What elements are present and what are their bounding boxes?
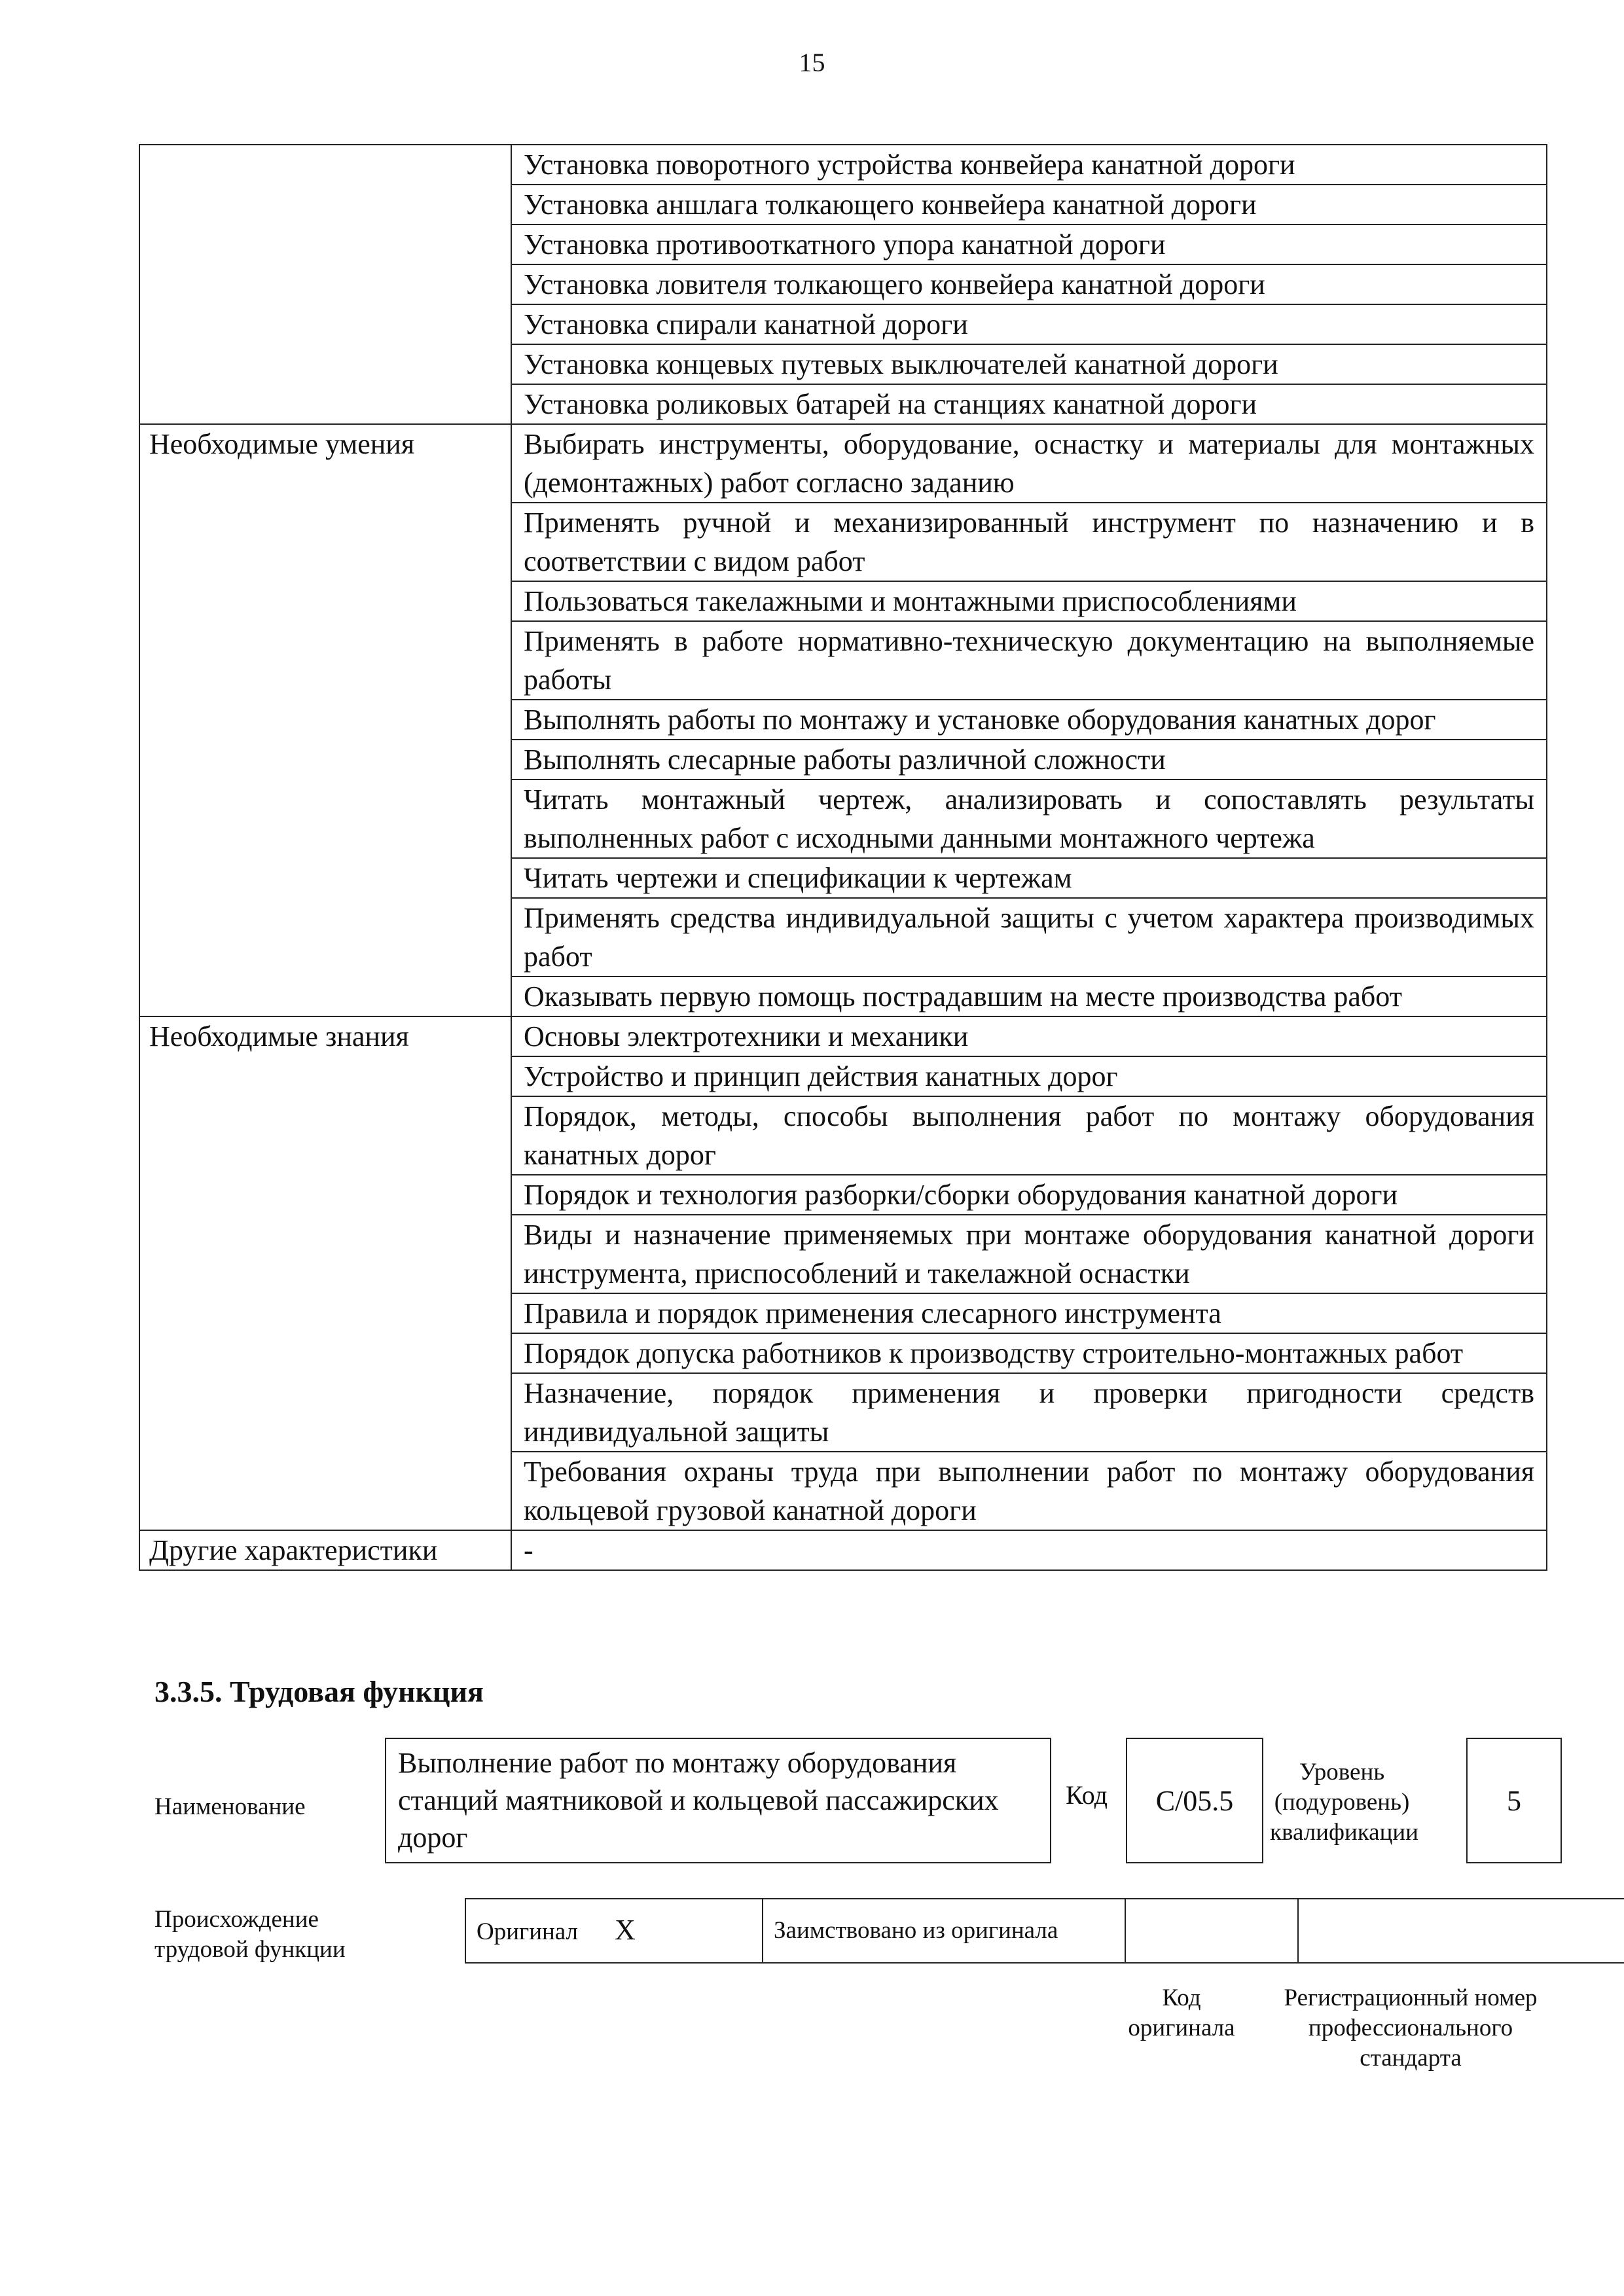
row-value: Применять ручной и механизированный инструмент по назначению и в соответствии с видом работ <box>511 503 1547 581</box>
table-row <box>139 1056 1547 1096</box>
row-value: Выполнять работы по монтажу и установке оборудования канатных дорог <box>511 700 1547 740</box>
row-value: Пользоваться такелажными и монтажными приспособлениями <box>511 581 1547 621</box>
function-name-box: Выполнение работ по монтажу оборудования станций маятниковой и кольцевой пассажирских дорог <box>385 1738 1051 1863</box>
row-label <box>139 780 511 858</box>
row-label <box>139 581 511 621</box>
table-row <box>139 858 1547 898</box>
table-row <box>139 185 1547 224</box>
row-value: Виды и назначение применяемых при монтаже оборудования канатной дороги инструмента, приспособлений и такелажной оснастки <box>511 1215 1547 1293</box>
table-row <box>139 145 1547 185</box>
row-label <box>139 700 511 740</box>
table-row <box>139 700 1547 740</box>
origin-original-cell <box>465 1899 763 1963</box>
row-label <box>139 304 511 344</box>
table-row <box>139 1016 1547 1056</box>
registration-number-caption: Регистрационный номер профессионального стандарта <box>1284 1984 1538 2072</box>
row-value: Установка роликовых батарей на станциях канатной дороги <box>511 384 1547 424</box>
row-label <box>139 898 511 977</box>
table-row <box>139 621 1547 700</box>
competency-table <box>139 144 1547 1571</box>
row-value: Применять средства индивидуальной защиты с учетом характера производимых работ <box>511 898 1547 977</box>
row-value: Назначение, порядок применения и проверки пригодности средств индивидуальной защиты <box>511 1373 1547 1452</box>
table-row <box>139 1293 1547 1333</box>
section-title: 3.3.5. Трудовая функция <box>154 1675 484 1708</box>
row-value: - <box>511 1530 1547 1570</box>
row-label <box>139 1293 511 1333</box>
row-label <box>139 1056 511 1096</box>
page-number: 15 <box>799 48 825 77</box>
row-label <box>139 621 511 700</box>
table-row <box>139 1175 1547 1215</box>
row-value: Установка концевых путевых выключателей канатной дороги <box>511 344 1547 384</box>
origin-label: Происхождение трудовой функции <box>154 1906 346 1963</box>
row-label: Другие характеристики <box>139 1530 511 1570</box>
borrowed-label: Заимствовано из оригинала <box>763 1899 1125 1963</box>
table-row <box>139 424 1547 503</box>
table-row <box>139 898 1547 977</box>
row-label: Необходимые умения <box>139 424 511 503</box>
table-row <box>139 264 1547 304</box>
table-row <box>139 1333 1547 1373</box>
level-label: Уровень (подуровень) квалификации <box>1270 1759 1418 1846</box>
row-label <box>139 1333 511 1373</box>
row-value: Основы электротехники и механики <box>511 1016 1547 1056</box>
registration-number-cell <box>1298 1899 1624 1963</box>
table-row <box>139 344 1547 384</box>
table-row <box>139 1096 1547 1175</box>
level-value-box: 5 <box>1466 1738 1562 1863</box>
row-value: Читать чертежи и спецификации к чертежам <box>511 858 1547 898</box>
row-label <box>139 1175 511 1215</box>
original-mark: X <box>615 1913 636 1946</box>
row-label <box>139 503 511 581</box>
row-label <box>139 344 511 384</box>
row-value: Порядок, методы, способы выполнения работ по монтажу оборудования канатных дорог <box>511 1096 1547 1175</box>
origin-table <box>465 1898 1624 1964</box>
row-label <box>139 740 511 780</box>
row-label <box>139 1096 511 1175</box>
row-value: Установка поворотного устройства конвейера канатной дороги <box>511 145 1547 185</box>
row-value: Выполнять слесарные работы различной сложности <box>511 740 1547 780</box>
row-value: Оказывать первую помощь пострадавшим на месте производства работ <box>511 977 1547 1016</box>
row-value: Требования охраны труда при выполнении работ по монтажу оборудования кольцевой грузовой канатной дороги <box>511 1452 1547 1530</box>
table-row <box>139 1452 1547 1530</box>
row-value: Порядок допуска работников к производству строительно-монтажных работ <box>511 1333 1547 1373</box>
code-label: Код <box>1066 1780 1108 1810</box>
table-row <box>139 503 1547 581</box>
row-label <box>139 145 511 185</box>
table-row <box>139 384 1547 424</box>
row-label: Необходимые знания <box>139 1016 511 1056</box>
row-value: Применять в работе нормативно-техническую документацию на выполняемые работы <box>511 621 1547 700</box>
row-value: Установка ловителя толкающего конвейера канатной дороги <box>511 264 1547 304</box>
row-label <box>139 224 511 264</box>
row-label <box>139 858 511 898</box>
row-label <box>139 264 511 304</box>
row-value: Правила и порядок применения слесарного инструмента <box>511 1293 1547 1333</box>
table-row <box>139 1530 1547 1570</box>
table-row <box>139 1373 1547 1452</box>
row-label <box>139 384 511 424</box>
row-value: Читать монтажный чертеж, анализировать и сопоставлять результаты выполненных работ с исходными данными монтажного чертежа <box>511 780 1547 858</box>
row-label <box>139 185 511 224</box>
row-value: Порядок и технология разборки/сборки оборудования канатной дороги <box>511 1175 1547 1215</box>
name-label: Наименование <box>154 1793 306 1820</box>
original-label: Оригинал <box>477 1918 579 1945</box>
table-row <box>139 581 1547 621</box>
table-row <box>139 780 1547 858</box>
table-row <box>139 224 1547 264</box>
row-value: Установка противооткатного упора канатной дороги <box>511 224 1547 264</box>
table-row <box>139 304 1547 344</box>
row-value: Устройство и принцип действия канатных дорог <box>511 1056 1547 1096</box>
row-value: Установка спирали канатной дороги <box>511 304 1547 344</box>
row-label <box>139 1452 511 1530</box>
code-of-original-cell <box>1125 1899 1298 1963</box>
row-label <box>139 1215 511 1293</box>
row-value: Выбирать инструменты, оборудование, оснастку и материалы для монтажных (демонтажных) работ согласно заданию <box>511 424 1547 503</box>
table-row <box>139 740 1547 780</box>
code-of-original-caption: Код оригинала <box>1128 1984 1235 2041</box>
row-label <box>139 977 511 1016</box>
table-row <box>139 977 1547 1016</box>
table-row <box>139 1215 1547 1293</box>
row-label <box>139 1373 511 1452</box>
row-value: Установка аншлага толкающего конвейера канатной дороги <box>511 185 1547 224</box>
function-code-box: C/05.5 <box>1126 1738 1263 1863</box>
